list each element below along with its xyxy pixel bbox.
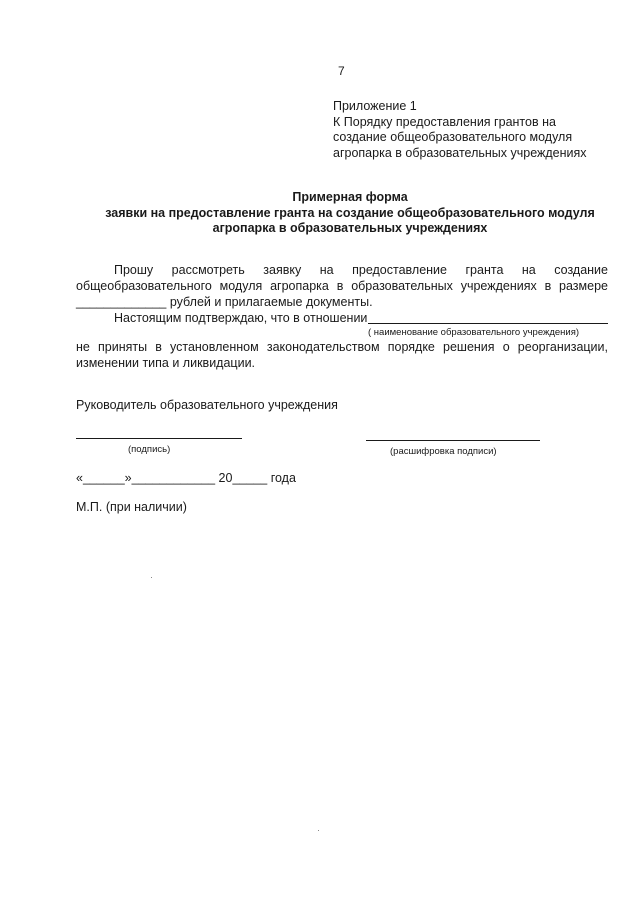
head-label: Руководитель образовательного учреждения (76, 398, 338, 412)
date-line (76, 471, 608, 487)
signature-line (76, 438, 242, 439)
decoding-caption: (расшифровка подписи) (390, 446, 497, 457)
appendix-line-4: агропарка в образовательных учреждениях (333, 145, 587, 160)
date-year-prefix: 20 (218, 471, 233, 485)
institution-name-line (368, 323, 608, 324)
scan-speck (318, 830, 319, 831)
date-close-quote: » (124, 471, 132, 485)
amount-text: рублей и прилагаемые документы. (169, 295, 373, 309)
paragraph-2-line-1: Настоящим подтверждаю, что в отношении (114, 311, 368, 325)
date-month-blank: ____________ (131, 471, 216, 485)
appendix-header (333, 99, 587, 161)
signature-caption: (подпись) (128, 444, 171, 455)
institution-name-caption: ( наименование образовательного учреждения) (368, 327, 580, 338)
title-line-1: Примерная форма (292, 190, 408, 204)
amount-blank: _____________ (76, 295, 167, 309)
date-open-quote: « (76, 471, 83, 485)
date-suffix: года (270, 471, 296, 485)
paragraph-1-line-3 (76, 295, 608, 311)
title-line-2: заявки на предоставление гранта на создание общеобразовательного модуля (105, 205, 595, 220)
appendix-line-2: К Порядку предоставления грантов на (333, 114, 556, 129)
title-line-3: агропарка в образовательных учреждениях (212, 221, 488, 235)
date-year-blank: _____ (232, 471, 268, 485)
date-day-blank: ______ (82, 471, 125, 485)
paragraph-1-line-1: Прошу рассмотреть заявку на предоставление гранта на создание (114, 263, 608, 277)
document-title (60, 190, 640, 237)
paragraph-1-line-2: общеобразовательного модуля агропарка в образовательных учреждениях в размере (76, 279, 608, 293)
appendix-line-1: Приложение 1 (333, 99, 417, 113)
appendix-line-3: создание общеобразовательного модуля (333, 130, 573, 144)
page-number: 7 (338, 64, 345, 78)
paragraph-2-line-2: не приняты в установленном законодательством порядке решения о реорганизации, (76, 340, 608, 354)
stamp-note: М.П. (при наличии) (76, 500, 187, 514)
decoding-line (366, 440, 540, 441)
scan-speck (151, 577, 152, 578)
paragraph-2-line-3: изменении типа и ликвидации. (76, 356, 256, 370)
